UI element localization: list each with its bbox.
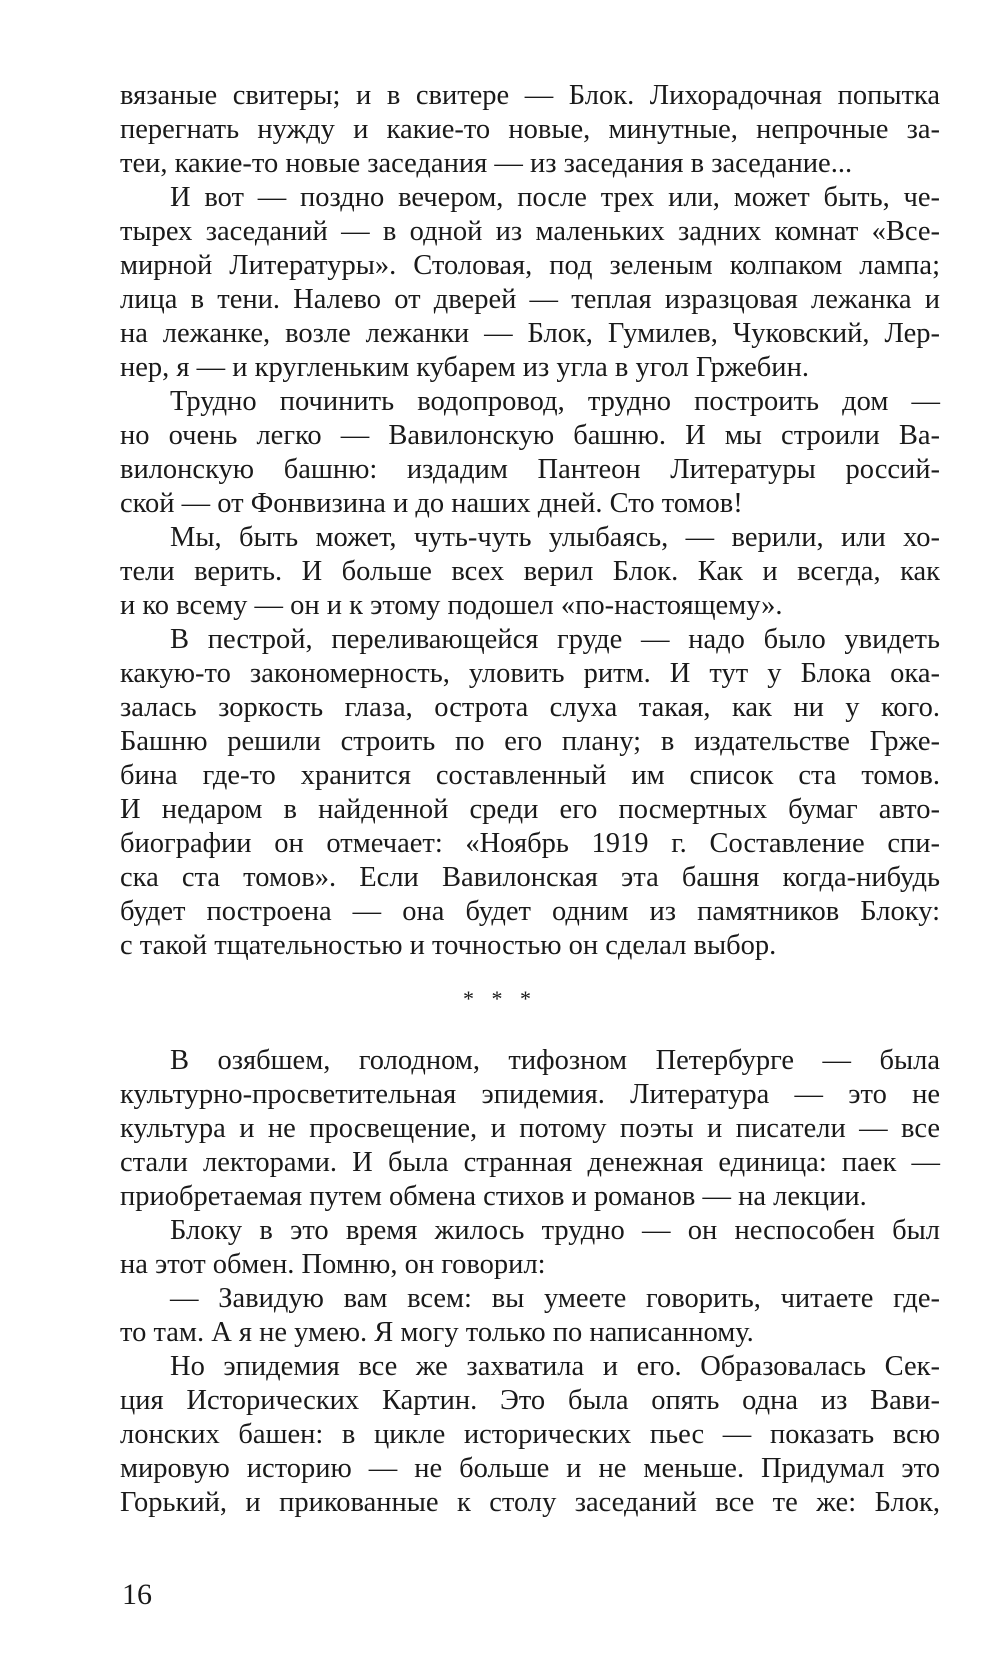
- text-line: бина где-то хранится составленный им список ста томов.: [120, 760, 940, 791]
- text-line: В пестрой, переливающейся груде — надо было увидеть: [170, 624, 940, 655]
- text-line: приобретаемая путем обмена стихов и романов — на лекции.: [120, 1181, 867, 1212]
- text-line: ска ста томов». Если Вавилонская эта башня когда-нибудь: [120, 862, 940, 893]
- text-line: какую-то закономерность, уловить ритм. И тут у Блока ока-: [120, 658, 940, 689]
- text-line: на лежанке, возле лежанки — Блок, Гумилев, Чуковский, Лер-: [120, 318, 940, 349]
- text-line: теи, какие-то новые заседания — из заседания в заседание...: [120, 148, 853, 179]
- text-line: стали лекторами. И была странная денежная единица: паек —: [120, 1147, 940, 1178]
- page-number: 16: [122, 1578, 152, 1611]
- text-line: мирной Литературы». Столовая, под зеленым колпаком лампа;: [120, 250, 940, 281]
- text-line: И недаром в найденной среди его посмертных бумаг авто-: [120, 794, 940, 825]
- section-separator: * * *: [463, 986, 537, 1011]
- text-line: то там. А я не умею. Я могу только по написанному.: [120, 1317, 754, 1348]
- text-line: Башню решили строить по его плану; в издательстве Грже-: [120, 726, 940, 757]
- text-line: тели верить. И больше всех верил Блок. Как и всегда, как: [120, 556, 940, 587]
- text-line: Мы, быть может, чуть-чуть улыбаясь, — верили, или хо-: [170, 522, 940, 553]
- text-line: на этот обмен. Помню, он говорил:: [120, 1249, 546, 1280]
- text-line: Трудно починить водопровод, трудно построить дом —: [170, 386, 940, 417]
- text-line: В озябшем, голодном, тифозном Петербурге — была: [170, 1045, 940, 1076]
- text-line: — Завидую вам всем: вы умеете говорить, читаете где-: [170, 1283, 940, 1314]
- text-line: с такой тщательностью и точностью он сделал выбор.: [120, 930, 777, 961]
- text-line: Блоку в это время жилось трудно — он неспособен был: [170, 1215, 940, 1246]
- text-line: тырех заседаний — в одной из маленьких задних комнат «Все-: [120, 216, 940, 247]
- text-line: нер, я — и кругленьким кубарем из угла в угол Гржебин.: [120, 352, 809, 383]
- text-line: будет построена — она будет одним из памятников Блоку:: [120, 896, 940, 927]
- text-line: культура и не просвещение, и потому поэты и писатели — все: [120, 1113, 940, 1144]
- text-line: вязаные свитеры; и в свитере — Блок. Лихорадочная попытка: [120, 80, 940, 111]
- text-line: Но эпидемия все же захватила и его. Образовалась Сек-: [170, 1351, 940, 1382]
- text-line: ция Исторических Картин. Это была опять одна из Вави-: [120, 1385, 940, 1416]
- text-line: залась зоркость глаза, острота слуха такая, как ни у кого.: [120, 692, 940, 723]
- text-line: вилонскую башню: издадим Пантеон Литературы россий-: [120, 454, 940, 485]
- text-line: перегнать нужду и какие-то новые, минутные, непрочные за-: [120, 114, 940, 145]
- text-line: мировую историю — не больше и не меньше. Придумал это: [120, 1453, 940, 1484]
- text-line: лица в тени. Налево от дверей — теплая изразцовая лежанка и: [120, 284, 940, 315]
- text-line: но очень легко — Вавилонскую башню. И мы строили Ва-: [120, 420, 940, 451]
- text-line: ской — от Фонвизина и до наших дней. Сто томов!: [120, 488, 743, 519]
- text-line: и ко всему — он и к этому подошел «по-настоящему».: [120, 590, 783, 621]
- text-line: культурно-просветительная эпидемия. Литература — это не: [120, 1079, 940, 1110]
- text-line: лонских башен: в цикле исторических пьес — показать всю: [120, 1419, 940, 1450]
- text-line: биографии он отмечает: «Ноябрь 1919 г. Составление спи-: [120, 828, 940, 859]
- text-line: И вот — поздно вечером, после трех или, может быть, че-: [170, 182, 940, 213]
- text-line: Горький, и прикованные к столу заседаний все те же: Блок,: [120, 1487, 940, 1518]
